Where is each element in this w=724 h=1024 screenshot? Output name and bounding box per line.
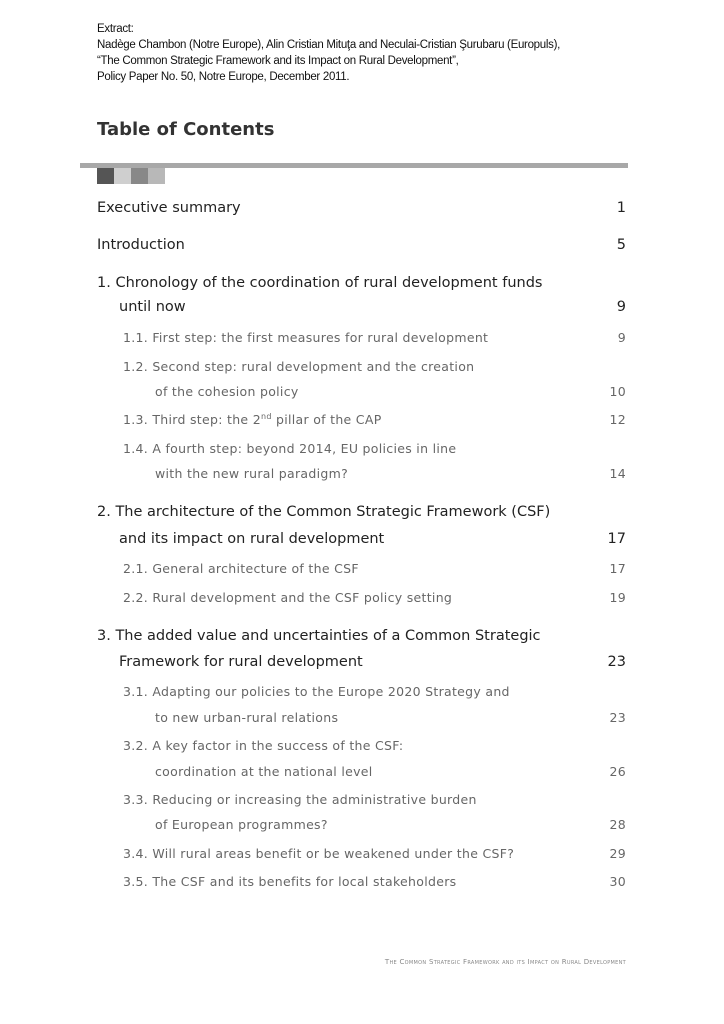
toc-entry[interactable] [0,504,724,524]
decor-square [148,168,165,184]
toc-entry-label: 2.2. Rural development and the CSF policy setting [123,590,453,605]
toc-page-number: 30 [609,874,626,889]
toc-page-number: 23 [609,710,626,725]
toc-entry-label: 1.1. First step: the first measures for rural development [123,330,489,345]
toc-page-number: 12 [609,412,626,427]
toc-entry-label: 1.2. Second step: rural development and the creation [123,359,475,374]
toc-entry-label: of European programmes? [155,817,328,832]
toc-entry-label: of the cohesion policy [155,384,299,399]
toc-entry[interactable] [0,590,724,610]
toc-entry[interactable] [0,654,724,674]
toc-entry[interactable] [0,710,724,730]
toc-page-number: 29 [609,846,626,861]
toc-entry-label: Introduction [97,237,185,253]
toc-entry[interactable] [0,561,724,581]
toc-entry[interactable] [0,817,724,837]
label-part: 1.3. Third step: the 2 [123,412,261,428]
toc-entry-label: 1.4. A fourth step: beyond 2014, EU policies in line [123,441,457,456]
extract-title: “The Common Strategic Framework and its Impact on Rural Development”, [97,55,459,67]
toc-entry-label: 3.5. The CSF and its benefits for local stakeholders [123,874,457,889]
toc-entry[interactable] [0,275,724,295]
toc-entry-label: 3.4. Will rural areas benefit or be weakened under the CSF? [123,846,515,861]
toc-entry-label: to new urban-rural relations [155,710,339,725]
toc-entry[interactable] [0,200,724,220]
toc-entry-label: 3.3. Reducing or increasing the administrative burden [123,792,477,807]
toc-entry[interactable] [0,792,724,812]
toc-entry-label: and its impact on rural development [119,531,385,547]
toc-page-number: 1 [616,200,626,216]
toc-page-number: 14 [609,466,626,481]
toc-entry[interactable] [0,299,724,319]
toc-page-number: 23 [607,654,626,670]
page-title: Table of Contents [97,119,275,140]
toc-entry-label: coordination at the national level [155,764,373,779]
extract-publication: Policy Paper No. 50, Notre Europe, December 2011. [97,71,350,83]
toc-entry-label: 3.1. Adapting our policies to the Europe 2020 Strategy and [123,684,510,699]
toc-entry-label: until now [119,299,186,315]
toc-entry-label: 1. Chronology of the coordination of rural development funds [97,275,543,291]
toc-entry-label: 2. The architecture of the Common Strategic Framework (CSF) [97,504,551,520]
toc-page-number: 9 [616,299,626,315]
toc-entry[interactable] [0,412,724,432]
toc-entry[interactable] [0,359,724,379]
decor-square [114,168,131,184]
running-footer: The Common Strategic Framework and its Impact on Rural Development [384,958,626,966]
toc-page-number: 5 [616,237,626,253]
toc-page-number: 9 [617,330,626,345]
toc-page-number: 28 [609,817,626,832]
toc-entry[interactable] [0,330,724,350]
extract-authors: Nadège Chambon (Notre Europe), Alin Cristian Mituţa and Neculai-Cristian Şurubaru (Europuls), [97,39,560,51]
toc-entry[interactable] [0,466,724,486]
superscript: nd [260,412,272,421]
toc-page-number: 17 [607,531,626,547]
toc-entry-label: Framework for rural development [119,654,363,670]
toc-entry[interactable] [0,684,724,704]
toc-entry-label: 3.2. A key factor in the success of the CSF: [123,738,404,753]
toc-entry[interactable] [0,628,724,648]
decor-square [97,168,114,184]
decor-square [131,168,148,184]
toc-entry[interactable] [0,846,724,866]
extract-citation [97,21,560,85]
toc-entry[interactable] [0,738,724,758]
toc-entry-label: with the new rural paradigm? [155,466,349,481]
extract-label: Extract: [97,23,134,35]
toc-entry-label: Executive summary [97,200,241,216]
toc-page-number: 19 [609,590,626,605]
toc-entry[interactable] [0,874,724,894]
label-part: pillar of the CAP [271,412,382,428]
toc-page-number: 26 [609,764,626,779]
toc-page-number: 10 [609,384,626,399]
toc-entry[interactable] [0,384,724,404]
toc-entry[interactable] [0,531,724,551]
toc-entry-label: 2.1. General architecture of the CSF [123,561,359,576]
toc-entry[interactable] [0,441,724,461]
toc-entry[interactable] [0,237,724,257]
toc-entry-label [123,412,382,427]
toc-page-number: 17 [609,561,626,576]
toc-entry[interactable] [0,764,724,784]
toc-entry-label: 3. The added value and uncertainties of a Common Strategic [97,628,541,644]
